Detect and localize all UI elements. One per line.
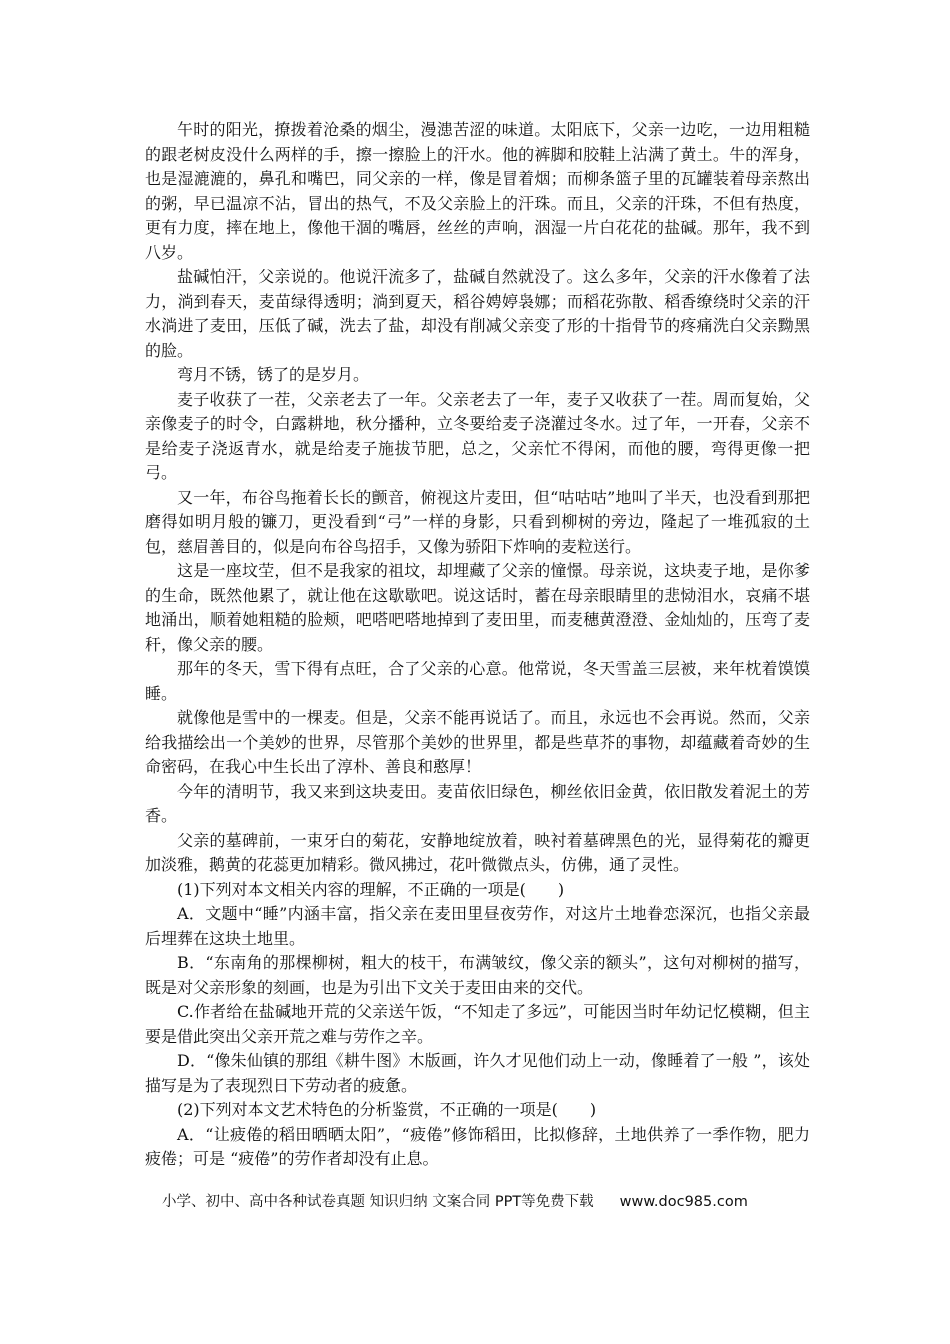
question-1-option-b: B．“东南角的那棵柳树，粗大的枝干，布满皱纹，像父亲的额头”，这句对柳树的描写，既是对父亲形象的刻画，也是为引出下文关于麦田由来的交代。 — [145, 953, 810, 997]
question-1-stem: (1)下列对本文相关内容的理解，不正确的一项是( ) — [177, 879, 565, 899]
question-1-option-c: C.作者给在盐碱地开荒的父亲送午饭，“不知走了多远”，可能因当时年幼记忆模糊，但主要是借此突出父亲开荒之难与劳作之辛。 — [145, 1002, 810, 1046]
paragraph-5: 又一年，布谷鸟拖着长长的颤音，俯视这片麦田，但“咕咕咕”地叫了半天，也没看到那把磨得如明月般的镰刀，更没看到“弓”一样的身影，只看到柳树的旁边，隆起了一堆孤寂的土包，慈眉善目的，似是向布谷鸟招手，又像为骄阳下炸响的麦粒送行。 — [145, 487, 810, 556]
paragraph-1: 午时的阳光，撩拨着沧桑的烟尘，漫漶苦涩的味道。太阳底下，父亲一边吃，一边用粗糙的跟老树皮没什么两样的手，擦一擦脸上的汗水。他的裤脚和胶鞋上沾满了黄土。牛的浑身，也是湿漉漉的，鼻孔和嘴巴，同父亲的一样，像是冒着烟；而柳条篮子里的瓦罐装着母亲熬出的粥，早已温凉不沾，冒出的热气，不及父亲脸上的汗珠。而且，父亲的汗珠，不但有热度，更有力度，摔在地上，像他干涸的嘴唇，丝丝的声响，洇湿一片白花花的盐碱。那年，我不到八岁。 — [145, 120, 810, 262]
question-1-option-d: D．“像朱仙镇的那组《耕牛图》木版画，许久才见他们动上一动，像睡着了一般 ”，该处描写是为了表现烈日下劳动者的疲惫。 — [145, 1051, 810, 1095]
paragraph-3: 弯月不锈，锈了的是岁月。 — [177, 365, 370, 384]
question-2-stem: (2)下列对本文艺术特色的分析鉴赏，不正确的一项是( ) — [177, 1100, 597, 1119]
paragraph-4: 麦子收获了一茬，父亲老去了一年。父亲老去了一年，麦子又收获了一茬。周而复始，父亲像麦子的时令，白露耕地，秋分播种，立冬要给麦子浇灌过冬水。过了年，一开春，父亲不是给麦子浇返青水，就是给麦子施拔节肥，总之，父亲忙不得闲，而他的腰，弯得更像一把弓。 — [145, 389, 810, 482]
article-body — [145, 118, 810, 1172]
page-footer — [162, 1190, 812, 1211]
footer-text: 小学、初中、高中各种试卷真题 知识归纳 文案合同 PPT等免费下载 — [162, 1194, 594, 1210]
paragraph-9: 今年的清明节，我又来到这块麦田。麦苗依旧绿色，柳丝依旧金黄，依旧散发着泥土的芳香。 — [145, 781, 810, 825]
question-2-option-a: A．“让疲倦的稻田晒晒太阳”，“疲倦”修饰稻田，比拟修辞，土地供养了一季作物，肥力疲倦；可是 “疲倦”的劳作者却没有止息。 — [145, 1124, 810, 1168]
question-1-option-a: A．文题中“睡”内涵丰富，指父亲在麦田里昼夜劳作，对这片土地眷恋深沉，也指父亲最后埋葬在这块土地里。 — [145, 904, 810, 948]
footer-url[interactable]: www.doc985.com — [619, 1194, 748, 1210]
paragraph-2: 盐碱怕汗，父亲说的。他说汗流多了，盐碱自然就没了。这么多年，父亲的汗水像着了法力，淌到春天，麦苗绿得透明；淌到夏天，稻谷娉婷袅娜；而稻花弥散、稻香缭绕时父亲的汗水淌进了麦田，压低了碱，洗去了盐，却没有削减父亲变了形的十指骨节的疼痛洗白父亲黝黑的脸。 — [145, 267, 810, 360]
paragraph-10: 父亲的墓碑前，一束牙白的菊花，安静地绽放着，映衬着墓碑黑色的光，显得菊花的瓣更加淡雅，鹅黄的花蕊更加精彩。微风拂过，花叶微微点头，仿佛，通了灵性。 — [145, 830, 810, 874]
paragraph-7: 那年的冬天，雪下得有点旺，合了父亲的心意。他常说，冬天雪盖三层被，来年枕着馍馍睡。 — [145, 659, 810, 703]
paragraph-8: 就像他是雪中的一棵麦。但是，父亲不能再说话了。而且，永远也不会再说。然而，父亲给我描绘出一个美妙的世界，尽管那个美妙的世界里，都是些草芥的事物，却蕴藏着奇妙的生命密码，在我心中生长出了淳朴、善良和憨厚！ — [145, 708, 810, 776]
paragraph-6: 这是一座坟茔，但不是我家的祖坟，却埋藏了父亲的憧憬。母亲说，这块麦子地，是你爹的生命，既然他累了，就让他在这歇歇吧。说这话时，蓄在母亲眼睛里的悲恸泪水，哀痛不堪地涌出，顺着她粗糙的脸颊，吧嗒吧嗒地掉到了麦田里，而麦穗黄澄澄、金灿灿的，压弯了麦秆，像父亲的腰。 — [145, 561, 810, 654]
